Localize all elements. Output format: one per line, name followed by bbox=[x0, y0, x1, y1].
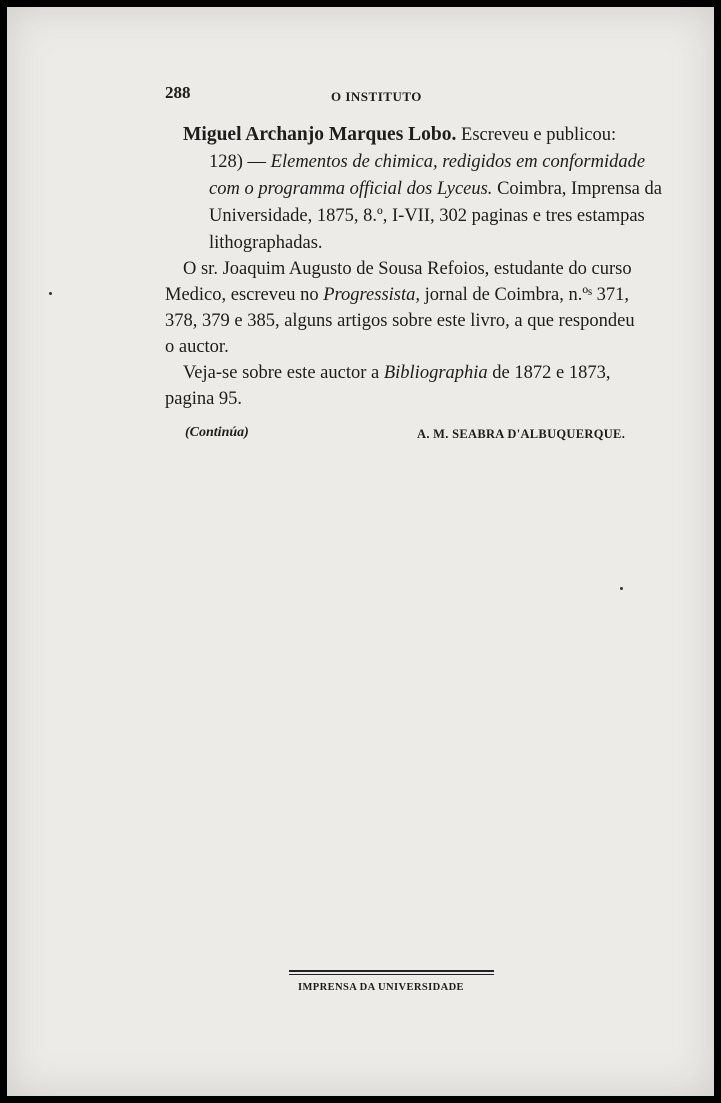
paper-speck bbox=[49, 292, 52, 295]
document-page bbox=[7, 7, 714, 1096]
para2-line-4: o auctor. bbox=[165, 337, 229, 357]
entry-line-4: Universidade, 1875, 8.º, I-VII, 302 paginas e tres estampas bbox=[209, 206, 645, 226]
entry-line-3 bbox=[209, 179, 662, 200]
author-signature: A. M. SEABRA D'ALBUQUERQUE. bbox=[417, 427, 626, 441]
author-name: Miguel Archanjo Marques Lobo. bbox=[183, 124, 457, 145]
para3-line-2: pagina 95. bbox=[165, 389, 243, 409]
bibliographia-title: Bibliographia bbox=[383, 363, 488, 383]
printer-imprint: IMPRENSA DA UNIVERSIDADE bbox=[298, 982, 464, 993]
page-number: 288 bbox=[165, 83, 191, 102]
para2-line-3: 378, 379 e 385, alguns artigos sobre este livro, a que respondeu bbox=[165, 311, 635, 331]
para3-line-1 bbox=[183, 363, 610, 384]
printer-rule-bottom bbox=[289, 974, 494, 975]
show-through-texture bbox=[212, 67, 662, 967]
para3-text-b: de 1872 e 1873, bbox=[492, 363, 611, 383]
paper-speck bbox=[620, 587, 623, 590]
entry-line-5: lithographadas. bbox=[209, 233, 323, 253]
item-number: 128) — bbox=[209, 152, 267, 172]
para2-line-1: O sr. Joaquim Augusto de Sousa Refoios, estudante do curso bbox=[183, 259, 632, 279]
entry-line-2 bbox=[209, 152, 645, 173]
continua-label: (Continúa) bbox=[185, 425, 249, 440]
printer-rule-top bbox=[289, 970, 494, 972]
para2-line-2 bbox=[165, 285, 629, 306]
newspaper-title: Progressista, bbox=[323, 285, 421, 305]
work-title-part-2: com o programma official dos Lyceus. bbox=[209, 179, 493, 199]
work-title-part-1: Elementos de chimica, redigidos em conformidade bbox=[270, 152, 646, 172]
running-title: O INSTITUTO bbox=[331, 89, 422, 104]
entry-line-1 bbox=[183, 124, 616, 146]
para2-text-a: Medico, escreveu no bbox=[165, 285, 319, 305]
para2-text-b: jornal de Coimbra, n.ºˢ 371, bbox=[424, 285, 630, 305]
entry-intro: Escreveu e publicou: bbox=[461, 125, 617, 145]
para3-text-a: Veja-se sobre este auctor a bbox=[183, 363, 380, 383]
imprint-part-1: Coimbra, Imprensa da bbox=[497, 179, 662, 199]
